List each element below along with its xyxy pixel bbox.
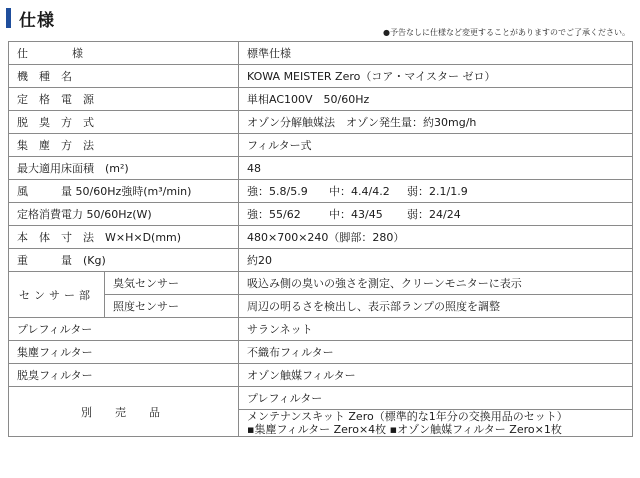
table-row (9, 157, 633, 180)
sensor-label: センサー部 (9, 272, 105, 318)
light-sensor-label: 照度センサー (105, 295, 239, 318)
row-value: 単相AC100V 50/60Hz (239, 88, 633, 111)
row-label: 脱 臭 方 式 (9, 111, 239, 134)
row-value: 48 (239, 157, 633, 180)
options-item-prefilter: プレフィルター (239, 387, 633, 410)
row-label: 機 種 名 (9, 65, 239, 88)
table-row (9, 88, 633, 111)
title-accent-bar (6, 8, 11, 28)
table-row (9, 180, 633, 203)
row-label: 集塵フィルター (9, 341, 239, 364)
row-label: 風 量 50/60Hz強時(m³/min) (9, 180, 239, 203)
table-row (9, 134, 633, 157)
table-row (9, 387, 633, 410)
disclaimer-note: ●予告なしに仕様など変更することがありますのでご了承ください。 (383, 28, 630, 37)
row-value: KOWA MEISTER Zero（コア・マイスター ゼロ） (239, 65, 633, 88)
table-row (9, 42, 633, 65)
row-value: 不織布フィルター (239, 341, 633, 364)
odor-sensor-label: 臭気センサー (105, 272, 239, 295)
power-weak: 弱：24/24 (407, 208, 461, 221)
power-medium: 中：43/45 (329, 208, 383, 221)
page-title (6, 8, 55, 31)
options-item-maintenance-kit (239, 410, 633, 437)
table-row (9, 364, 633, 387)
table-row (9, 226, 633, 249)
odor-sensor-value: 吸込み側の臭いの強さを測定、クリーンモニターに表示 (239, 272, 633, 295)
row-value (239, 180, 633, 203)
table-row (9, 249, 633, 272)
options-label: 別 売 品 (9, 387, 239, 437)
table-row (9, 341, 633, 364)
row-value: オゾン触媒フィルター (239, 364, 633, 387)
airflow-weak: 弱：2.1/1.9 (407, 185, 468, 198)
table-row (9, 203, 633, 226)
row-label: 最大適用床面積 (m²) (9, 157, 239, 180)
table-row (9, 318, 633, 341)
light-sensor-value: 周辺の明るさを検出し、表示部ランプの照度を調整 (239, 295, 633, 318)
maintenance-kit-title: メンテナンスキット Zero（標準的な1年分の交換用品のセット） (247, 410, 568, 423)
airflow-strong: 強：5.8/5.9 (247, 185, 308, 198)
airflow-medium: 中：4.4/4.2 (329, 185, 390, 198)
row-label: 本 体 寸 法 W×H×D(mm) (9, 226, 239, 249)
power-strong: 強：55/62 (247, 208, 301, 221)
row-value (239, 203, 633, 226)
table-row (9, 65, 633, 88)
table-row (9, 272, 633, 295)
row-label: 重 量 (Kg) (9, 249, 239, 272)
row-value: 約20 (239, 249, 633, 272)
row-value: フィルター式 (239, 134, 633, 157)
row-label: プレフィルター (9, 318, 239, 341)
row-label: 集 塵 方 法 (9, 134, 239, 157)
header-value: 標準仕様 (239, 42, 633, 65)
table-row (9, 111, 633, 134)
row-label: 定 格 電 源 (9, 88, 239, 111)
spec-table (8, 41, 633, 437)
title-text: 仕様 (19, 10, 55, 31)
row-label: 脱臭フィルター (9, 364, 239, 387)
header-label: 仕 様 (9, 42, 239, 65)
maintenance-kit-contents: ▪集塵フィルター Zero×4枚 ▪オゾン触媒フィルター Zero×1枚 (247, 423, 562, 436)
row-label: 定格消費電力 50/60Hz(W) (9, 203, 239, 226)
row-value: サランネット (239, 318, 633, 341)
row-value: オゾン分解触媒法 オゾン発生量：約30mg/h (239, 111, 633, 134)
row-value: 480×700×240（脚部：280） (239, 226, 633, 249)
